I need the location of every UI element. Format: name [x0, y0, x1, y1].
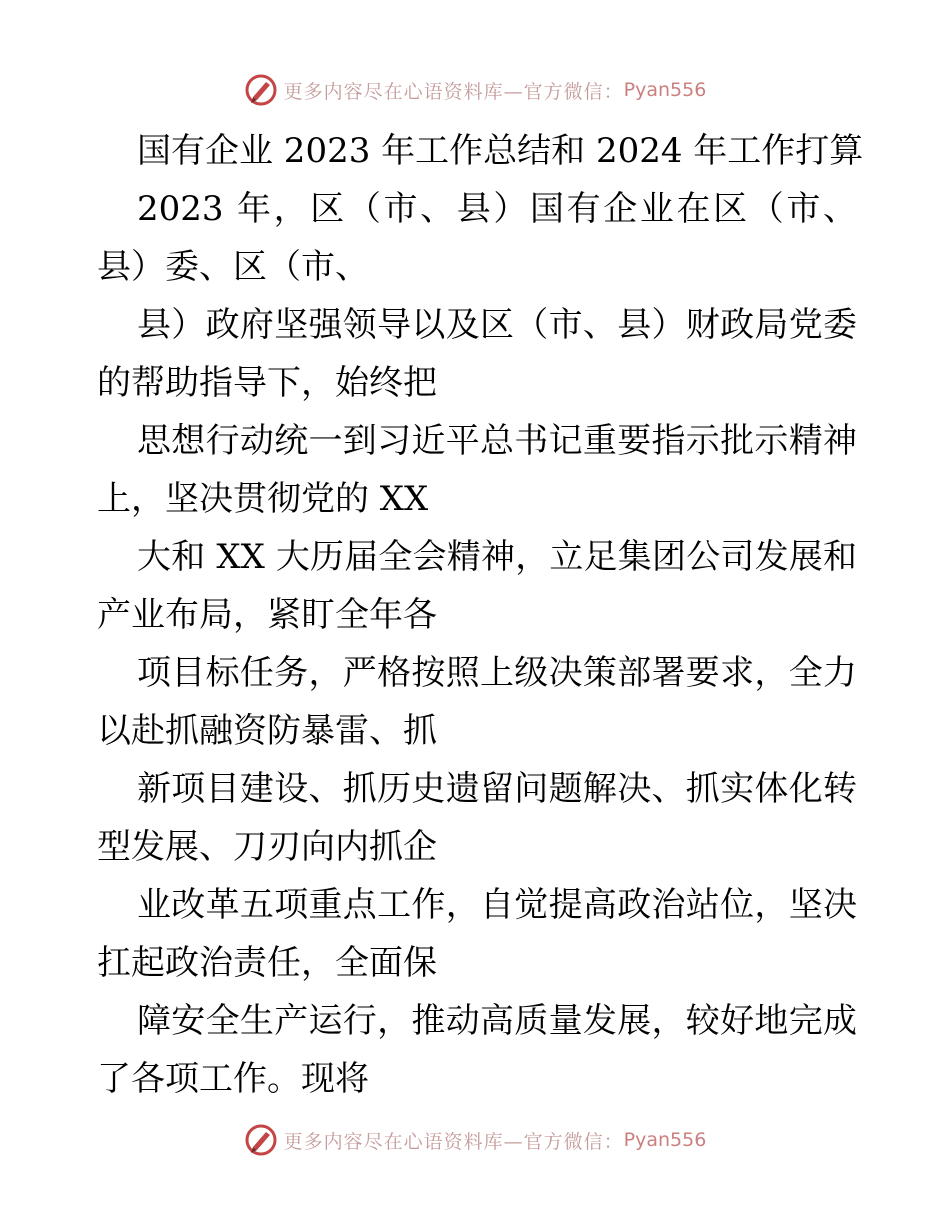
text-line: 以赴抓融资防暴雷、抓: [97, 711, 437, 751]
document-title: 国有企业 2023 年工作总结和 2024 年工作打算: [137, 131, 864, 171]
header-watermark: [0, 70, 950, 110]
text-line: 业改革五项重点工作，自觉提高政治站位，坚决: [137, 885, 857, 925]
text-line: 的帮助指导下，始终把: [97, 363, 437, 403]
document-body: [97, 122, 864, 1108]
pen-logo-icon: [244, 73, 278, 107]
text-line: 项目标任务，严格按照上级决策部署要求，全力: [137, 653, 857, 693]
text-line: 了各项工作。现将: [97, 1059, 369, 1099]
text-line: 上，坚决贯彻党的 XX: [97, 479, 429, 519]
watermark-id: Pyan556: [623, 1129, 707, 1151]
text-line: 型发展、刀刃向内抓企: [97, 827, 437, 867]
text-line: 障安全生产运行，推动高质量发展，较好地完成: [137, 1001, 857, 1041]
text-line: 县）委、区（市、: [97, 247, 369, 287]
text-line: 思想行动统一到习近平总书记重要指示批示精神: [137, 421, 857, 461]
text-line: 产业布局，紧盯全年各: [97, 595, 437, 635]
watermark-text: 更多内容尽在心语资料库—官方微信：: [283, 1130, 624, 1153]
text-line: 县）政府坚强领导以及区（市、县）财政局党委: [137, 305, 857, 345]
pen-logo-icon: [244, 1123, 278, 1157]
watermark-text: 更多内容尽在心语资料库—官方微信：: [283, 80, 624, 103]
text-line: 2023 年，区（市、县）国有企业在区（市、: [137, 189, 857, 229]
text-line: 大和 XX 大历届全会精神，立足集团公司发展和: [137, 537, 857, 577]
watermark-id: Pyan556: [623, 79, 707, 101]
text-line: 新项目建设、抓历史遗留问题解决、抓实体化转: [137, 769, 857, 809]
text-line: 扛起政治责任，全面保: [97, 943, 437, 983]
footer-watermark: [0, 1120, 950, 1160]
